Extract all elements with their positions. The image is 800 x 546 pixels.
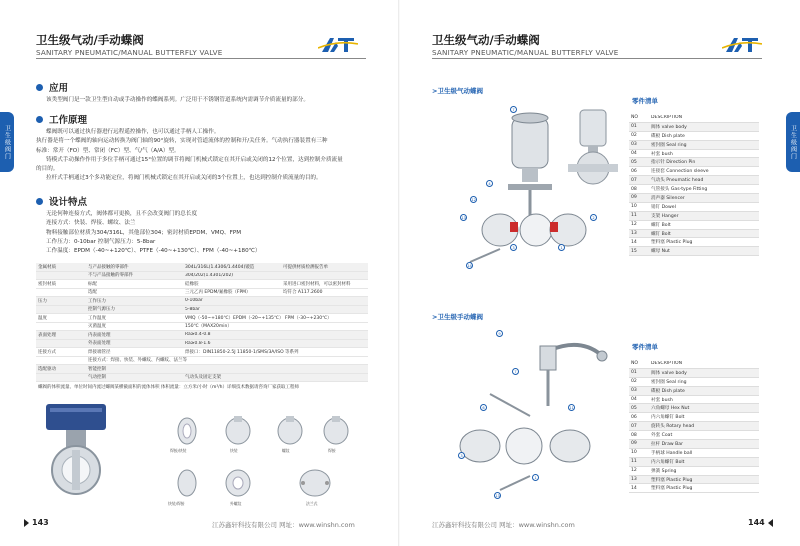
right-page (400, 0, 800, 546)
table-row: 03 密封圈 Seal ring (629, 141, 759, 150)
table-row: 选配驱动 智能控制 (36, 365, 368, 374)
section-application-heading: 应用 (36, 80, 68, 94)
table-row: 温度 工作温度 VMQ（-50~+180℃）EPDM（-20~+135℃） FPM（-30~+230℃） (36, 314, 368, 323)
product-label: 焊接 (328, 448, 336, 453)
section-principle-heading: 工作原理 (36, 112, 87, 126)
table-row: 08 外套 Coat (629, 431, 759, 440)
product-label: 法兰式 (306, 501, 318, 506)
pneumatic-caption: >卫生级气动蝶阀 (432, 87, 483, 95)
callout-marker: 11 (569, 405, 574, 410)
table-row: 07 气动头 Pneumatic head (629, 176, 759, 185)
table-row: 03 碟板 Dish plate (629, 387, 759, 396)
principle-text: 蝶阀既可以通过执行器进行远程遥控操作，也可以通过手柄人工操作。 执行器是将一个蝶阀的轴向运动转换为阀门轴的90°旋转，实现对管道流体的控制和开/关任务。气动执行器装置有三种 标准：常开（FO）型、常闭（FC）型、气/气（A/A）型。 铸模式手动操作作用于多位手柄可通过15°位置的调节将阀门机械式锁定在其开启或关闭的12个位置，达到控制介质流量 的目的。 拉杆式手柄通过3个多功能定位，将阀门机械式锁定在其开启或关闭的3个位置上，也达到控制介质流量的目的。 (36, 129, 343, 182)
table-row: 10 手柄球 Handle ball (629, 449, 759, 458)
table-row: 连接方式 焊接端管径 焊接口：DIN11850-2.5J 11850-1/SMS/3A/ISO 等系列 (36, 348, 368, 357)
table-row: 金属材质 与产品接触的零部件 304L/316L(1.4306/1.4404)锻造 可提供材质检测报告单 (36, 263, 368, 272)
manual-parts-table (629, 360, 759, 493)
valve-body-photo (298, 468, 332, 498)
spec-table (36, 263, 368, 391)
table-row: 01 阀体 valve body (629, 123, 759, 132)
valve-body-photo (224, 416, 252, 446)
callout-marker: 12 (471, 197, 476, 202)
table-row: 01 阀体 valve body (629, 369, 759, 378)
page-subtitle: SANITARY PNEUMATIC/MANUAL BUTTERFLY VALVE (36, 48, 223, 57)
table-row: 12 弹簧 Spring (629, 467, 759, 476)
table-row: 灭菌温度 150℃（MAX20min） (36, 323, 368, 332)
parts-list-title: 零件清单 (632, 97, 658, 105)
table-row: 控制气源压力 5-8bar (36, 306, 368, 315)
table-row: 05 六角螺母 Hex Nut (629, 404, 759, 413)
table-row: 10 销钉 Dowel (629, 203, 759, 212)
callout-marker: 1 (558, 244, 565, 251)
product-label: 快装 (230, 448, 238, 453)
table-row: 11 内六角螺钉 Bolt (629, 458, 759, 467)
table-row: 13 螺钉 Bolt (629, 230, 759, 239)
triangle-icon (768, 519, 773, 527)
valve-body-photo (224, 468, 252, 498)
table-row: 04 衬套 bush (629, 150, 759, 159)
side-tab[interactable]: 卫生级阀门 (786, 112, 800, 172)
table-row: 02 密封圈 Seal ring (629, 378, 759, 387)
page-title: 卫生级气动/手动蝶阀 (36, 33, 144, 47)
callout-marker: 3 (458, 452, 465, 459)
table-row: 08 气管接头 Gas-type Fitting (629, 185, 759, 194)
header-rule (432, 58, 762, 59)
table-row: 09 消声器 Silencer (629, 194, 759, 203)
table-row: 11 支架 Hanger (629, 212, 759, 221)
table-row: 12 螺钉 Bolt (629, 221, 759, 230)
valve-body-photo (176, 416, 198, 446)
table-row: 密封材质 标配 硅橡胶 采用进口密封材料，可以密封材料 (36, 280, 368, 289)
table-row: 14 塑料塞 Plastic Plug (629, 238, 759, 247)
side-tab[interactable]: 卫生级阀门 (0, 112, 14, 172)
table-row: 02 碟板 Dish plate (629, 132, 759, 141)
callout-marker: 9 (496, 330, 503, 337)
table-row: 09 拉杆 Draw Bar (629, 440, 759, 449)
table-row: 外表面处理 Ra≥0.8-1.6 (36, 340, 368, 349)
callout-marker: 7 (512, 368, 519, 375)
parts-list-title: 零件清单 (632, 343, 658, 351)
section-features-heading: 设计特点 (36, 194, 87, 208)
table-row: 04 衬套 bush (629, 396, 759, 405)
product-label: 快装/焊接 (168, 501, 185, 506)
table-header: NO DESCRIPTION (629, 360, 759, 369)
table-row: 14 塑料塞 Plastic Plug (629, 484, 759, 493)
product-label: 外螺纹 (230, 501, 242, 506)
company-logo (318, 36, 358, 54)
pneumatic-parts-table (629, 114, 759, 256)
callout-marker: 3 (510, 244, 517, 251)
page-title: 卫生级气动/手动蝶阀 (432, 33, 540, 47)
table-row: 06 内六角螺钉 Bolt (629, 413, 759, 422)
company-logo (722, 36, 762, 54)
table-row: 07 旋转头 Rotary head (629, 422, 759, 431)
pneumatic-valve-photo (36, 400, 116, 508)
page-number: 143 (24, 518, 49, 527)
callout-marker: 2 (590, 214, 597, 221)
application-text: 该类型阀门是一款卫生型自动或手动操作的蝶阀系列。广泛用于不锈钢管道系统内需调节介质流量的部分。 (46, 97, 309, 103)
table-row: 选配 三元乙丙 EPDM/氟橡胶（FPM） 均符合 A117.2600 (36, 289, 368, 298)
table-header: NO DESCRIPTION (629, 114, 759, 123)
product-label: 螺纹 (282, 448, 290, 453)
callout-marker: 4 (486, 180, 493, 187)
valve-body-photo (176, 468, 198, 498)
valve-body-photo (276, 416, 304, 446)
table-row: 气动控制 气动头及固定支架 (36, 374, 368, 383)
callout-marker: 13 (495, 493, 500, 498)
bullet-icon (36, 84, 43, 91)
page-subtitle: SANITARY PNEUMATIC/MANUAL BUTTERFLY VALVE (432, 48, 619, 57)
table-row: 表面处理 内表面处理 Ra≥0.4-0.8 (36, 331, 368, 340)
spec-note: 螺阀的体积流量、单位时间内流过螺阀某横截面积的流体体积 体积流量：立方米/小时（m³/h）详细技术数据请咨询厂家获取工程师 (38, 384, 299, 390)
triangle-icon (24, 519, 29, 527)
bullet-icon (36, 198, 43, 205)
bullet-icon (36, 116, 43, 123)
product-label: 焊接/快装 (170, 448, 187, 453)
header-rule (36, 58, 366, 59)
valve-body-photo (322, 416, 350, 446)
manual-caption: >卫生级手动蝶阀 (432, 313, 483, 321)
pneumatic-valve-photo (568, 108, 618, 188)
table-row: 连接方式：焊接、快装、外螺纹、内螺纹、法兰等 (36, 357, 368, 366)
footer-text: 江苏鑫轩科技有限公司 网址：www.winshn.com (432, 521, 575, 529)
table-row: 06 连接套 Connection sleeve (629, 167, 759, 176)
page-number: 144 (748, 518, 773, 527)
features-text: 无论何种连接方式，阀体都可更换，且不会改变阀门的总长度 连接方式：快装、焊接、螺纹、法兰 物料接触部位材质为304/316L，其他部位304；密封材质EPDM、VMQ、FPM 工作压力：0-10bar 控制气源压力：5-8bar 工作温度：EPDM（-40~+120℃）、PTFE（-40~+130℃）、FPM（-40~+180℃） (46, 211, 261, 255)
footer-text: 江苏鑫轩科技有限公司 网址：www.winshn.com (212, 521, 355, 529)
callout-marker: 7 (510, 106, 517, 113)
table-row: 05 指示针 Direction Pin (629, 158, 759, 167)
table-row: 13 塑料塞 Plastic Plug (629, 476, 759, 485)
callout-marker: 6 (480, 404, 487, 411)
callout-marker: 1 (532, 474, 539, 481)
table-row: 15 螺母 Nut (629, 247, 759, 256)
manual-exploded-diagram (450, 326, 620, 510)
callout-marker: 14 (467, 263, 472, 268)
table-row: 不与产品接触的零部件 304/202(1.4301/202) (36, 272, 368, 281)
table-row: 压力 工作压力 0-10bar (36, 297, 368, 306)
callout-marker: 13 (461, 215, 466, 220)
